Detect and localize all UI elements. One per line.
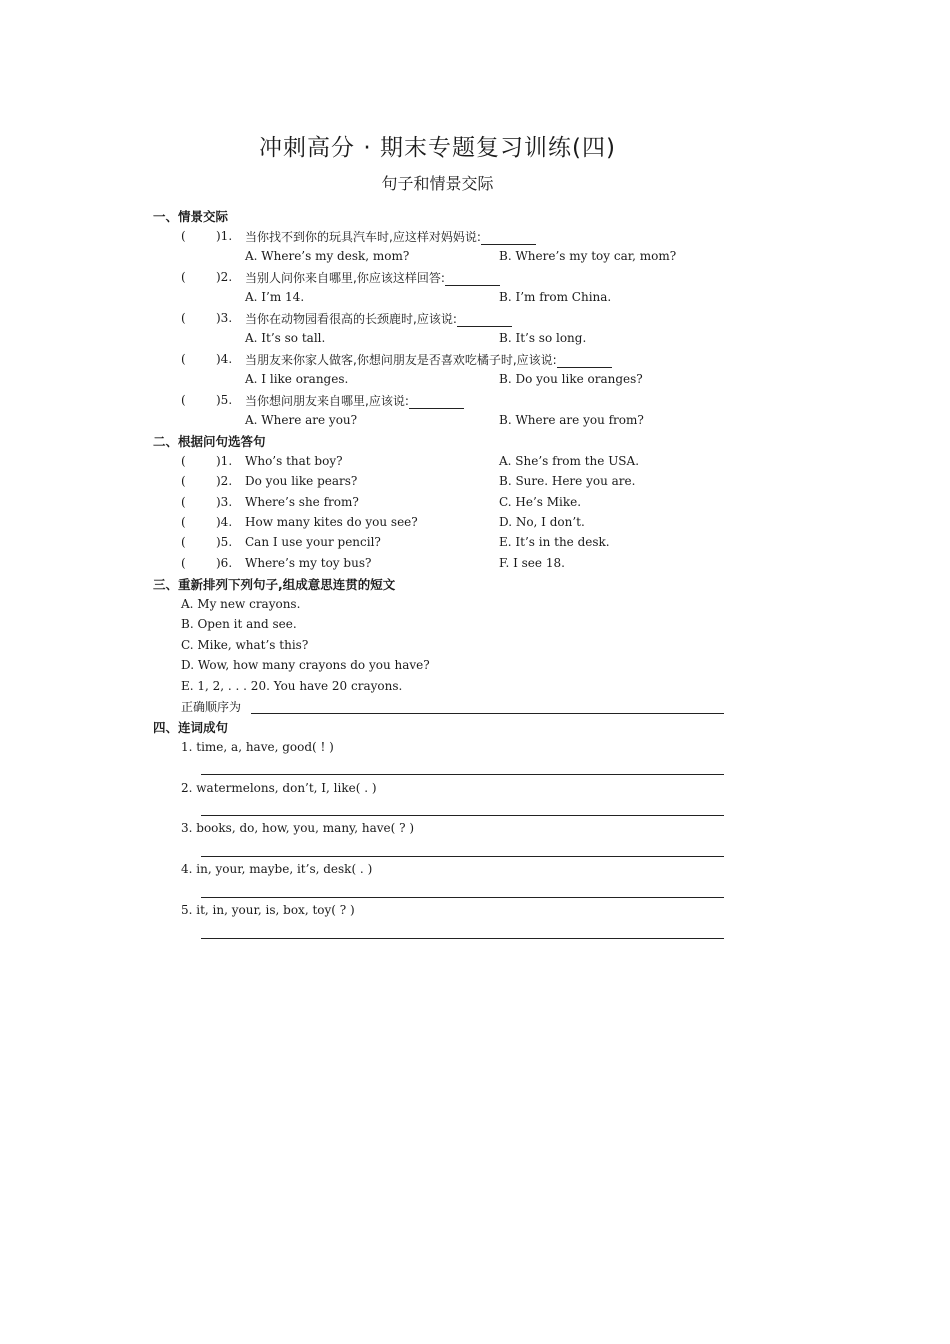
option-b: B. It’s so long. <box>499 331 587 345</box>
question-prompt: 当朋友来你家人做客,你想问朋友是否喜欢吃橘子时,应该说: <box>245 351 612 368</box>
answer-option: E. It’s in the desk. <box>499 535 610 549</box>
paren-open: ( <box>181 535 186 549</box>
section1-heading: 一、情景交际 <box>153 209 229 224</box>
paren-open: ( <box>181 352 186 366</box>
option-b: B. I’m from China. <box>499 290 612 304</box>
item-number: )3. <box>216 311 233 325</box>
sentence: D. Wow, how many crayons do you have? <box>181 658 430 672</box>
answer-option: D. No, I don’t. <box>499 515 585 529</box>
answer-line[interactable] <box>201 897 724 898</box>
page-title: 冲刺高分 · 期末专题复习训练(四) <box>259 135 616 161</box>
question-text: Where’s my toy bus? <box>245 556 372 570</box>
answer-blank[interactable] <box>445 273 500 286</box>
option-b: B. Where are you from? <box>499 413 644 427</box>
question-prompt: 当你想问朋友来自哪里,应该说: <box>245 392 464 409</box>
section2-heading: 二、根据问句选答句 <box>153 434 266 449</box>
sentence: B. Open it and see. <box>181 617 297 631</box>
order-label: 正确顺序为 <box>181 700 242 714</box>
answer-blank[interactable] <box>409 396 464 409</box>
answer-option: F. I see 18. <box>499 556 565 570</box>
sentence: A. My new crayons. <box>181 597 301 611</box>
question-prompt: 当别人问你来自哪里,你应该这样回答: <box>245 269 500 286</box>
question-prompt: 当你找不到你的玩具汽车时,应这样对妈妈说: <box>245 228 536 245</box>
answer-option: C. He’s Mike. <box>499 495 582 509</box>
option-b: B. Do you like oranges? <box>499 372 643 386</box>
item-number: )2. <box>216 474 233 488</box>
item-number: )6. <box>216 556 233 570</box>
option-b: B. Where’s my toy car, mom? <box>499 249 677 263</box>
word-list: 3. books, do, how, you, many, have( ? ) <box>181 821 415 835</box>
item-number: )4. <box>216 352 233 366</box>
paren-open: ( <box>181 556 186 570</box>
section3-heading: 三、重新排列下列句子,组成意思连贯的短文 <box>153 577 396 592</box>
sentence: E. 1, 2, . . . 20. You have 20 crayons. <box>181 679 403 693</box>
section4-heading: 四、连词成句 <box>153 720 229 735</box>
answer-line[interactable] <box>201 774 724 775</box>
answer-blank[interactable] <box>557 355 612 368</box>
option-a: A. Where’s my desk, mom? <box>245 249 410 263</box>
item-number: )1. <box>216 229 233 243</box>
paren-open: ( <box>181 474 186 488</box>
word-list: 2. watermelons, don’t, I, like( . ) <box>181 781 377 795</box>
answer-line[interactable] <box>201 815 724 816</box>
option-a: A. Where are you? <box>245 413 358 427</box>
item-number: )1. <box>216 454 233 468</box>
word-list: 5. it, in, your, is, box, toy( ? ) <box>181 903 355 917</box>
answer-option: A. She’s from the USA. <box>499 454 640 468</box>
paren-open: ( <box>181 270 186 284</box>
item-number: )3. <box>216 495 233 509</box>
paren-open: ( <box>181 495 186 509</box>
word-list: 1. time, a, have, good( ! ) <box>181 740 334 754</box>
answer-line[interactable] <box>201 856 724 857</box>
option-a: A. It’s so tall. <box>245 331 326 345</box>
paren-open: ( <box>181 311 186 325</box>
item-number: )5. <box>216 393 233 407</box>
question-prompt: 当你在动物园看很高的长颈鹿时,应该说: <box>245 310 512 327</box>
paren-open: ( <box>181 454 186 468</box>
question-text: Do you like pears? <box>245 474 358 488</box>
option-a: A. I like oranges. <box>245 372 349 386</box>
question-text: Can I use your pencil? <box>245 535 381 549</box>
answer-blank[interactable] <box>457 314 512 327</box>
paren-open: ( <box>181 393 186 407</box>
paren-open: ( <box>181 515 186 529</box>
item-number: )5. <box>216 535 233 549</box>
answer-blank[interactable] <box>481 232 536 245</box>
word-list: 4. in, your, maybe, it’s, desk( . ) <box>181 862 373 876</box>
page-subtitle: 句子和情景交际 <box>381 174 494 193</box>
sentence: C. Mike, what’s this? <box>181 638 309 652</box>
order-answer-line[interactable] <box>251 713 724 714</box>
question-text: Who’s that boy? <box>245 454 343 468</box>
question-text: How many kites do you see? <box>245 515 418 529</box>
answer-line[interactable] <box>201 938 724 939</box>
item-number: )2. <box>216 270 233 284</box>
option-a: A. I’m 14. <box>245 290 305 304</box>
paren-open: ( <box>181 229 186 243</box>
answer-option: B. Sure. Here you are. <box>499 474 636 488</box>
item-number: )4. <box>216 515 233 529</box>
question-text: Where’s she from? <box>245 495 359 509</box>
